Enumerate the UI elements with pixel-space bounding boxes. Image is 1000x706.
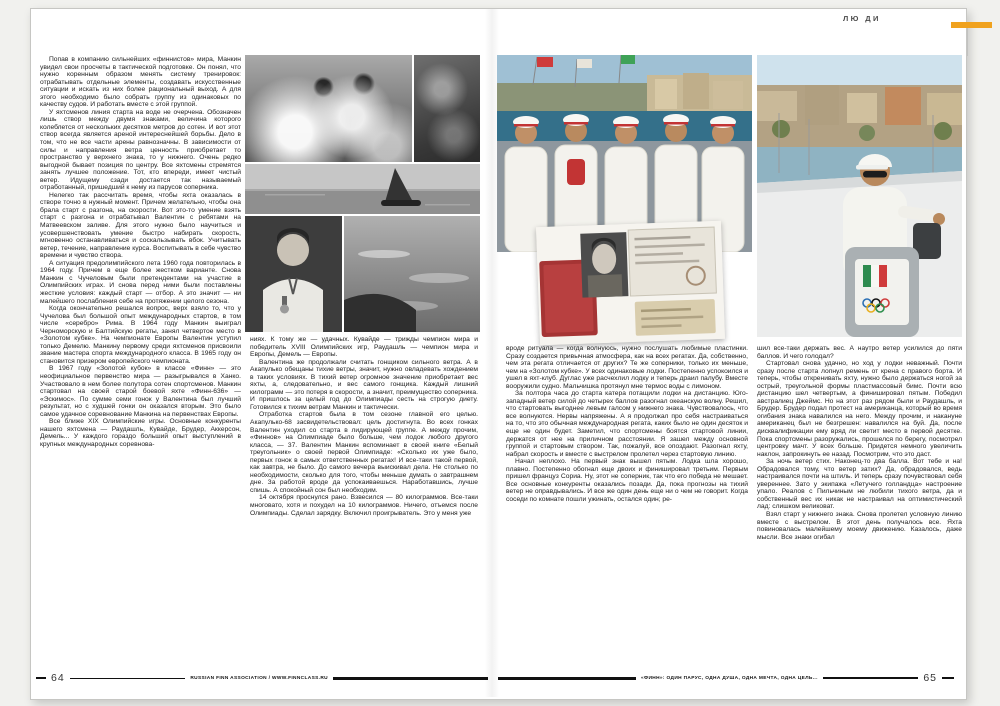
footer-rule-short xyxy=(942,677,954,679)
photo-dinghy-regatta-bw xyxy=(245,164,480,214)
paragraph: вроде ритуала — когда волнуюсь, нужно послушать любимые пластинки. Сразу создается привычная атмосфера, как на всех регатах. Да, собственно, чем эта регата отличается от других? Те же соперники, только их меньше, чем на «Золотом кубке». У всех одинаковые лодки. Постепенно успокоился и ушел в яхт-клуб. Дуглас уже расчехлил лодку и теперь драил палубу. Вместе вооружили судно. Мальчишка протянул мне термос воды с лимоном. xyxy=(506,345,748,390)
left-article-column-1 xyxy=(40,56,241,640)
footer-rule-thick xyxy=(498,677,636,680)
left-article-column-2 xyxy=(250,336,478,662)
paragraph: Когда окончательно решался вопрос, верх взяло то, что у Чучелова был большой опыт международных стартов, в том числе «серебро» Рима. В 1964 году Манкин выиграл Черноморскую и Балтийскую регаты, занял четвертое место в «Золотом кубке». На чемпионате Европы Валентин уступил только Демелю. Манкину первому среди яхтсменов присвоили звание мастера спорта международного класса. В 1965 году он становится призером европейского чемпионата. xyxy=(40,305,241,365)
footer-rule-thin xyxy=(823,677,919,679)
paragraph: Начал неплохо. На первый знак вышел пятым. Лодка шла хорошо, плавно. Постепенно обогнал еще двоих и финишировал третьим. Первым пришел француз Сориа. Ну, этот не соперник, так что его победа не мешает. Все основные конкуренты оказались позади. Да, пока прогнозы на тихий ветер не оправдывались. И все же один день еще ни о чем не говорит. Когда соседи по комнате пошли ужинать, остался один; ре- xyxy=(506,458,748,503)
footer-rule-thick xyxy=(333,677,488,680)
footer-association-text: RUSSIAN FINN ASSOCIATION / WWW.FINNCLASS.RU xyxy=(190,675,328,681)
paragraph: За ночь ветер стих. Наконец-то два балла. Вот тебе и на! Обрадовался тому, что ветер затих? Да, обрадовался, ведь настраивался почти на штиль. И теперь сразу почувствовал себя увереннее. Зато у экипажа «Летучего голландца» настроение упало. Реалов с Пильчиным не любили тихого ветра, да и собственный вес их никак не настраивал на оптимистический лад: слишком великоват. xyxy=(757,458,962,511)
section-label: ЛЮ ДИ xyxy=(843,14,881,23)
photo-veteran-at-boat-helm xyxy=(757,55,962,337)
right-article-column-1 xyxy=(506,345,748,667)
section-tab-line xyxy=(967,28,968,56)
paragraph: За полтора часа до старта катера потащили лодки на дистанцию. Юго-западный ветер силой до четырех баллов разогнал океанскую волну. Решил, что стартовать выгоднее левым галсом у нижнего знака. Чувствовалось, что все волнуются. Нервы напряжены. А я продолжал про себя настраиваться на то, что это обычная международная регата, каких было не один десяток и еще не один будет. Заметил, что спортсмены боятся стартовой линии, держатся от нее на приличном расстоянии. Я зашел между основной группой и стартовым створом. Так, пожалуй, все опоздают. Разогнал яхту, набрал скорость и вместе с выстрелом пролетел через стартовую линию. xyxy=(506,390,748,458)
footer-right xyxy=(498,672,954,684)
photo-sailor-portrait-bw xyxy=(245,216,342,332)
paragraph: Стартовал снова удачно, но ход у лодки неважный. Почти сразу после старта лопнул ремень от крена с правого борта. И теперь, чтобы откренивать яхту, нужно было держаться ногой за острый, треугольной формы пластмассовый бимс. Почти всю дистанцию шел четвертым, а финишировал пятым. Победил австралиец Джеймс. Но на этот раз рядом были и Раудашль, и Брудер. Брудер подал протест на американца, который во время огибания знака навалился на него. Между прочим, и накануне американец был не безгрешен: навалился на буй. Да, после дисквалификации ему вряд ли светит место в первой десятке. Пока спортсмены разоружались, прошелся по берегу, посмотрел центровку мачт. У всех больше. Придется немного увеличить наклон, запрокинуть ее назад. Посмотрим, что это даст. xyxy=(757,360,962,458)
footer-rule-thin xyxy=(70,678,186,679)
paragraph: ниях. К тому же — удачных. Кувайде — трижды чемпион мира и победитель XVIII Олимпийских игр, Раудашль — чемпион мира и Европы, Демель — Европы. xyxy=(250,336,478,359)
footer-slogan-text: «ФИНН»: ОДИН ПАРУС, ОДНА ДУША, ОДНА МЕЧТА, ОДНА ЦЕЛЬ... xyxy=(641,675,818,681)
paragraph: 14 октября проснулся рано. Взвесился — 80 килограммов. Все-таки многовато, хотя и похудел на 10 килограммов. Ничего, отъемся после Олимпиады. Сделал зарядку. Включил проигрыватель. Это у меня уже xyxy=(250,494,478,517)
footer-rule-short xyxy=(36,677,46,679)
paragraph: Попав в компанию сильнейших «финнистов» мира, Манкин увидел свои просчеты в тактической подготовке. Он понял, что нужно коренным образом менять систему тренировок: отрабатывать отдельные элементы, создавать искусственные ситуации и искать из них более рациональный выход. А для этого необходимо было собрать группу из одинаковых по качеству судов. И работать вместе с этой группой. xyxy=(40,56,241,109)
section-tab-marker xyxy=(951,22,992,28)
page-number-left: 64 xyxy=(51,672,65,684)
photo-sea-waves-bw xyxy=(344,216,480,332)
paragraph: А ситуация предолимпийского лета 1960 года повторилась в 1964 году. Причем в еще более жестком варианте. Снова Манкин с Чучеловым были претендентами на участие в Олимпийских играх. И снова перед ними были поставлены жесткие условия: каждый старт — отбор. А это значит — ни малейшего послабления себе на протяжении целого сезона. xyxy=(40,259,241,305)
paragraph: Отработка стартов была в том сезоне главной его целью. Акапулько-68 засвидетельствовал: цель достигнута. Во всех гонках Валентин уходил со старта в лидирующей группе. А между прочим, «Финнов» на Олимпиаде было больше, чем лодок любого другого класса, — 37. Валентин Манкин вспоминает в своей книге «Белый треугольник» о своей первой Олимпиаде: «Сколько их уже было, первых гонок в самых ответственных регатах! И все-таки такой первой, как завтра, не было. До самого вечера выискивал дела. Не столько по необходимости, сколько для того, чтобы меньше думать о завтрашнем дне. За работой вроде да успокаиваешься. Наработавшись, лучше спишь. А спокойный сон был необходим. xyxy=(250,411,478,494)
paragraph: Валентина же продолжали считать гонщиком сильного ветра. А в Акапулько обещаны тихие ветры, значит, нужно овладевать хождением в таких условиях. В тихий ветер огромное значение приобретает вес яхты, а, следовательно, и вес самого гонщика. Каждый лишний килограмм — это потеря в скорости, а значит, преимущество соперника. И пришлось за целый год до Олимпиады сесть на строгую диету. Готовился к тихим ветрам Манкин и тактически. xyxy=(250,358,478,411)
paragraph: Все ближе XIX Олимпийские игры. Основные конкуренты нашего яхтсмена — Раудашль, Кувайде, Брудер, Аккерсон, Демель... У каждого гораздо больший опыт выступлений в крупных международных соревнова- xyxy=(40,418,241,448)
right-article-column-2 xyxy=(757,345,962,667)
paragraph: У яхтсменов линия старта на воде не очерчена. Обозначен лишь створ между двумя знаками, величина которого колеблется от нескольких десятков метров до сотен. И вот этот створ всегда является ареной интереснейшей борьбы. Дело в том, что не все части арены равнозначны. В зависимости от силы и направления ветра ценность приобретает то пространство у верхнего знака, то у нижнего. Очень редко выгодной бывает позиция по центру. Все яхтсмены стремятся занять лучшее положение. Тот, кто впереди, имеет чистый ветер. Идущему сзади достается так называемый отработанный, пришедший к нему из парусов соперника. xyxy=(40,108,241,192)
footer-left xyxy=(36,672,488,684)
paragraph: Нелегко так рассчитать время, чтобы яхта оказалась в створе точно в нужный момент. Причем желательно, чтобы она брала старт с разгона, на скорости. Вот это-то умение взять старт с разгона и отрабатывал Валентин с ребятами на Матвеевском заливе. Для этого нужно было научиться и усовершенствовать умение быстро набирать скорость, мгновенно останавливаться и соскальзывать вбок. Учитывать ветер, течение, направление курса. Воспитывать в себе чувство времени и чувство створа. xyxy=(40,191,241,260)
paragraph: Взял старт у нижнего знака. Снова пролетел условную линию вместе с выстрелом. В этот день получалось все. Яхта повиновалась малейшему моему движению. Казалось, даже мысли. Все знаки огибал xyxy=(757,511,962,541)
page-number-right: 65 xyxy=(923,672,937,684)
photo-capsize-splash-bw xyxy=(245,55,412,162)
photo-dark-water-bw xyxy=(414,55,480,162)
paragraph: шил все-таки держать вес. А наутро ветер усилился до пяти баллов. И чего голодал? xyxy=(757,345,962,360)
photo-passport-documents xyxy=(536,221,725,345)
paragraph: В 1967 году «Золотой кубок» в классе «Финн» — это неофициальное первенство мира — разыгрывался в Ханко. Участвовало в нем более полутора сотен спортсменов. Манкин стартовал на своей старой боевой яхте «Финн-636» — «Эскимос». По сумме семи гонок у Валентина был лучший результат, но с худшей гонки он оказался вторым. Это было самое удачное соревнование Манкина на первенствах Европы. xyxy=(40,365,241,418)
